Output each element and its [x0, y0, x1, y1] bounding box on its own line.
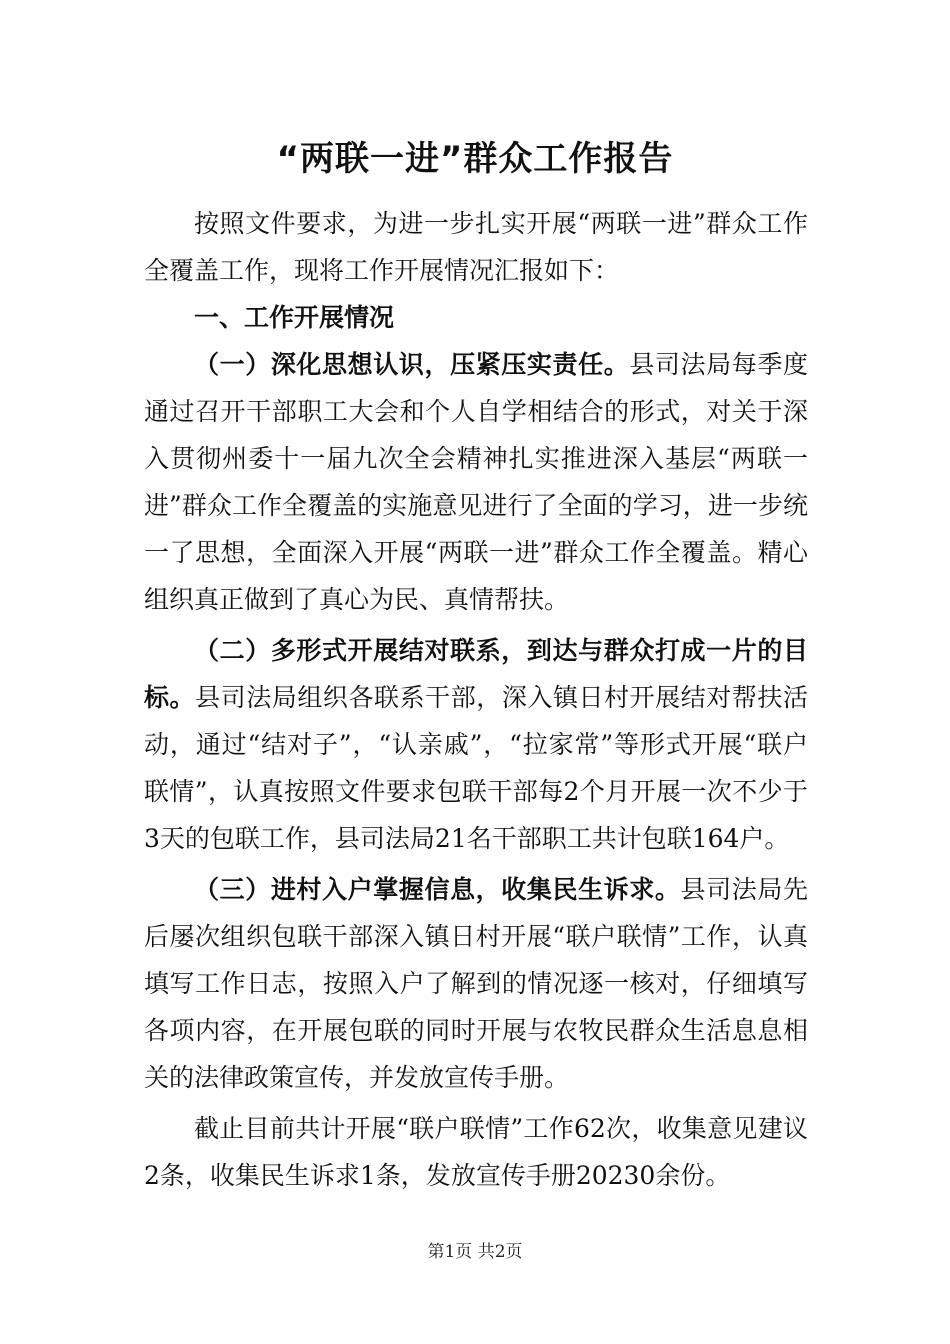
item2-lead: （二）多形式开展结对联系，到达与群众打成一片的目标。 — [144, 636, 808, 712]
summary-paragraph: 截止目前共计开展“联户联情”工作62次，收集意见建议2条，收集民生诉求1条，发放宣传手册20230余份。 — [144, 1114, 808, 1190]
item1-paragraph — [144, 341, 808, 623]
section-heading: 一、工作开展情况 — [194, 303, 395, 332]
item3-paragraph — [144, 866, 808, 1101]
item3-lead: （三）进村入户掌握信息，收集民生诉求。 — [194, 875, 681, 904]
intro-paragraph: 按照文件要求，为进一步扎实开展“两联一进”群众工作全覆盖工作，现将工作开展情况汇报如下： — [144, 209, 808, 285]
document-body — [144, 200, 808, 1199]
item1-text: 县司法局每季度通过召开干部职工大会和个人自学相结合的形式，对关于深入贯彻州委十一届九次全会精神扎实推进深入基层“两联一进”群众工作全覆盖的实施意见进行了全面的学习，进一步统一了思想，全面深入开展“两联一进”群众工作全覆盖。精心组织真正做到了真心为民、真情帮扶。 — [144, 350, 808, 614]
document-title: “两联一进”群众工作报告 — [276, 139, 674, 179]
item2-text: 县司法局组织各联系干部，深入镇日村开展结对帮扶活动，通过“结对子”，“认亲戚”，“拉家常”等形式开展“联户联情”，认真按照文件要求包联干部每2个月开展一次不少于3天的包联工作，县司法局21名干部职工共计包联164户。 — [144, 683, 808, 853]
item1-lead: （一）深化思想认识，压紧压实责任。 — [194, 350, 630, 379]
page-footer: 第1页 共2页 — [427, 1242, 523, 1262]
item3-text: 县司法局先后屡次组织包联干部深入镇日村开展“联户联情”工作，认真填写工作日志，按照入户了解到的情况逐一核对，仔细填写各项内容，在开展包联的同时开展与农牧民群众生活息息相关的法律政策宣传，并发放宣传手册。 — [144, 875, 808, 1092]
item2-paragraph — [144, 627, 808, 862]
